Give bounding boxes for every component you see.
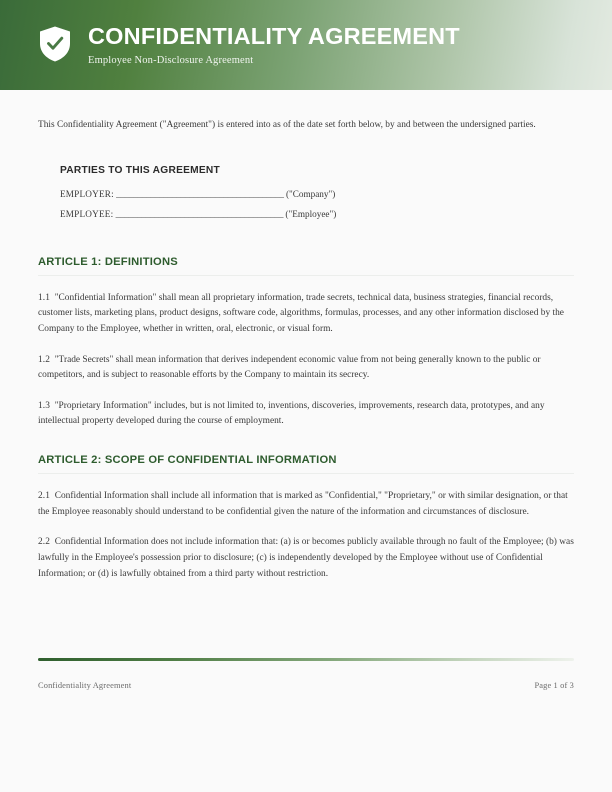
page-title: CONFIDENTIALITY AGREEMENT [88, 22, 460, 49]
clause-text-2-2: Confidential Information does not include information that: (a) is or becomes publicly available through no fault of the Employee; (b) was lawfully in the Employee's possession prior to disclosure; (c) is independently developed by the Employee without use of Confidential Information; or (d) is lawfully obtained from a third party without restriction. [38, 537, 574, 579]
clause-number-1-2: 1.2 [38, 354, 51, 365]
document-header [0, 0, 612, 90]
clause-1-3 [38, 399, 574, 430]
intro-paragraph: This Confidentiality Agreement ("Agreement") is entered into as of the date set forth below, by and between the undersigned parties. [38, 120, 536, 130]
clause-number-2-2: 2.2 [38, 537, 51, 548]
footer-page-number: Page 1 of 3 [534, 681, 574, 690]
party-role-employer: ("Company") [285, 189, 336, 200]
party-blank-employer[interactable]: _______________________________________ [116, 189, 284, 200]
clause-number-1-3: 1.3 [38, 400, 51, 411]
clause-2-2 [38, 535, 574, 582]
clause-number-1-1: 1.1 [38, 292, 51, 303]
header-text-group [88, 24, 460, 67]
clause-1-2 [38, 353, 574, 384]
clause-text-1-1: "Confidential Information" shall mean all proprietary information, trade secrets, technical data, business strategies, financial records, customer lists, marketing plans, product designs, software code, algorithms, formulas, processes, and any other information disclosed by the Company to the Employee, whether in written, oral, electronic, or visual form. [38, 292, 564, 335]
party-role-employee: ("Employee") [285, 209, 337, 220]
clause-text-1-2: "Trade Secrets" shall mean information that derives independent economic value from not being generally known to the public or competitors, and is subject to reasonable efforts by the Company to maintain its secrecy. [38, 354, 541, 381]
party-blank-employee[interactable]: _______________________________________ [115, 209, 284, 220]
clause-number-2-1: 2.1 [38, 491, 51, 502]
shield-check-icon [38, 25, 72, 63]
footer-row [38, 681, 574, 690]
parties-heading: PARTIES TO THIS AGREEMENT [60, 165, 221, 177]
article-section-2 [38, 454, 574, 582]
party-label-employee: EMPLOYEE: [60, 209, 114, 220]
article-section-1 [38, 256, 574, 430]
page-subtitle: Employee Non-Disclosure Agreement [88, 55, 254, 67]
party-label-employer: EMPLOYER: [60, 189, 114, 200]
clause-text-2-1: Confidential Information shall include all information that is marked as "Confidential," "Proprietary," or with similar designation, or that the Employee reasonably should understand to be confidential given the nature of the information and circumstances of disclosure. [38, 491, 568, 517]
clause-1-1 [38, 291, 574, 338]
footer-document-name: Confidentiality Agreement [38, 681, 132, 690]
footer-accent-bar [38, 658, 574, 661]
clause-text-1-3: "Proprietary Information" includes, but is not limited to, inventions, discoveries, improvements, research data, prototypes, and any intellectual property developed during the course of employment. [38, 400, 545, 427]
article-heading-1: ARTICLE 1: DEFINITIONS [38, 256, 574, 276]
article-heading-2: ARTICLE 2: SCOPE OF CONFIDENTIAL INFORMATION [38, 454, 574, 474]
parties-section [38, 159, 574, 232]
document-footer [38, 658, 574, 690]
party-row-employer [60, 188, 574, 202]
clause-2-1 [38, 489, 574, 520]
document-body [0, 118, 612, 582]
party-row-employee [60, 208, 574, 222]
